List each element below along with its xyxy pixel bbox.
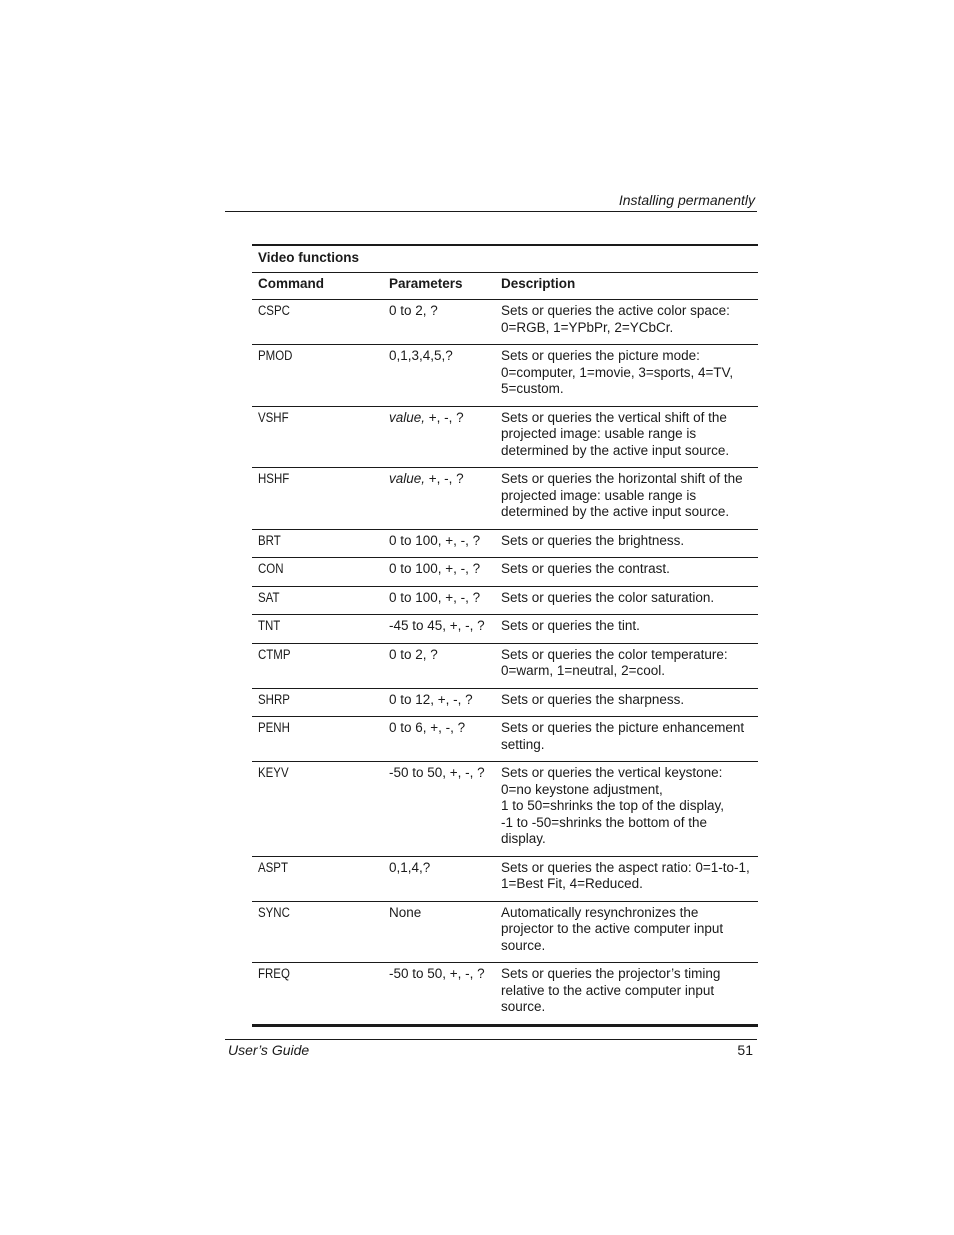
- table-row: [252, 530, 758, 559]
- table-body: [252, 300, 758, 1024]
- parameters-cell: [383, 558, 495, 586]
- command-code: ASPT: [258, 859, 288, 875]
- command-code: TNT: [258, 618, 281, 633]
- table-row: [252, 300, 758, 345]
- command-cell: [252, 762, 383, 856]
- parameter-values: 0 to 100, +, -, ?: [389, 589, 481, 605]
- header-rule: [225, 211, 757, 212]
- command-code: VSHF: [258, 409, 289, 425]
- description-cell: Sets or queries the brightness.: [501, 532, 685, 548]
- table-row: [252, 717, 758, 762]
- video-functions-table: [252, 244, 758, 1027]
- command-cell: [252, 689, 383, 717]
- parameters-cell: [383, 963, 495, 1024]
- command-code: PENH: [258, 720, 290, 735]
- parameter-values: 0 to 12, +, -, ?: [389, 691, 473, 707]
- command-cell: [252, 587, 383, 615]
- description-cell: Sets or queries the sharpness.: [501, 691, 685, 707]
- command-cell: [252, 644, 383, 688]
- parameter-values: 0 to 100, +, -, ?: [389, 561, 481, 576]
- parameters-cell: [383, 587, 495, 615]
- description-cell: Sets or queries the vertical keystone: 0=no keystone adjustment, 1 to 50=shrinks the top of the display, -1 to -50=shrinks the bottom of the display.: [501, 765, 725, 846]
- command-cell: [252, 345, 383, 406]
- column-header-description: Description: [501, 276, 576, 291]
- command-cell: [252, 717, 383, 761]
- command-cell: [252, 468, 383, 529]
- parameter-values: -50 to 50, +, -, ?: [389, 966, 485, 981]
- table-bottom-rule: [252, 1024, 758, 1027]
- parameter-values: -50 to 50, +, -, ?: [389, 765, 485, 780]
- command-code: CSPC: [258, 303, 290, 318]
- command-cell: [252, 558, 383, 586]
- parameters-cell: [383, 762, 495, 856]
- parameters-cell: [383, 407, 495, 468]
- table-row: [252, 468, 758, 530]
- table-title: Video functions: [252, 246, 758, 273]
- parameter-values: 0 to 6, +, -, ?: [389, 720, 466, 735]
- table-row: [252, 644, 758, 689]
- page-number: 51: [737, 1042, 753, 1058]
- command-cell: [252, 407, 383, 468]
- table-row: [252, 345, 758, 407]
- footer-rule: [225, 1039, 757, 1040]
- running-header: Installing permanently: [618, 192, 755, 208]
- command-code: SAT: [258, 589, 280, 605]
- column-header-parameters: Parameters: [389, 276, 463, 291]
- parameters-cell: [383, 468, 495, 529]
- table-row: [252, 762, 758, 857]
- command-cell: [252, 300, 383, 344]
- table-row: [252, 407, 758, 469]
- command-code: SHRP: [258, 691, 290, 707]
- description-cell: Sets or queries the aspect ratio: 0=1-to-1, 1=Best Fit, 4=Reduced.: [501, 859, 750, 891]
- description-cell: Sets or queries the picture mode: 0=computer, 1=movie, 3=sports, 4=TV, 5=custom.: [501, 348, 734, 396]
- parameters-cell: [383, 644, 495, 688]
- parameter-values: 0,1,3,4,5,?: [389, 348, 453, 363]
- description-cell: Sets or queries the color temperature: 0=warm, 1=neutral, 2=cool.: [501, 646, 728, 678]
- command-code: HSHF: [258, 471, 290, 486]
- parameters-cell: [383, 300, 495, 344]
- description-cell: Sets or queries the horizontal shift of the projected image: usable range is determined by the active input source.: [501, 471, 743, 519]
- description-cell: Sets or queries the vertical shift of the projected image: usable range is determined by the active input source.: [501, 409, 730, 458]
- parameters-cell: [383, 902, 495, 963]
- parameter-values: +, -, ?: [425, 471, 464, 486]
- description-cell: Sets or queries the color saturation.: [501, 589, 715, 605]
- command-cell: [252, 963, 383, 1024]
- command-code: KEYV: [258, 765, 289, 780]
- command-code: SYNC: [258, 904, 290, 920]
- command-cell: [252, 530, 383, 558]
- parameters-cell: [383, 615, 495, 643]
- parameters-cell: [383, 689, 495, 717]
- parameter-placeholder: value,: [389, 409, 426, 425]
- description-cell: Sets or queries the picture enhancement setting.: [501, 720, 745, 752]
- description-cell: Sets or queries the contrast.: [501, 561, 670, 576]
- command-code: FREQ: [258, 966, 290, 981]
- parameter-values: -45 to 45, +, -, ?: [389, 618, 485, 633]
- column-header-command: Command: [258, 276, 325, 291]
- parameters-cell: [383, 717, 495, 761]
- parameter-values: 0,1,4,?: [389, 859, 431, 875]
- table-header-row: [252, 273, 758, 300]
- parameter-placeholder: value,: [389, 471, 426, 486]
- table-row: [252, 587, 758, 616]
- table-row: [252, 615, 758, 644]
- command-cell: [252, 902, 383, 963]
- description-cell: Sets or queries the projector’s timing relative to the active computer input source.: [501, 966, 721, 1014]
- description-cell: Sets or queries the active color space: 0=RGB, 1=YPbPr, 2=YCbCr.: [501, 303, 730, 335]
- table-row: [252, 689, 758, 718]
- command-code: CON: [258, 561, 284, 576]
- parameter-values: 0 to 2, ?: [389, 303, 438, 318]
- description-cell: Automatically resynchronizes the projector to the active computer input source.: [501, 904, 724, 953]
- parameters-cell: [383, 530, 495, 558]
- table-row: [252, 902, 758, 964]
- command-code: BRT: [258, 532, 281, 548]
- parameter-values: +, -, ?: [425, 409, 464, 425]
- description-cell: Sets or queries the tint.: [501, 618, 640, 633]
- table-row: [252, 963, 758, 1024]
- parameter-values: 0 to 100, +, -, ?: [389, 532, 481, 548]
- table-row: [252, 857, 758, 902]
- parameters-cell: [383, 345, 495, 406]
- command-code: PMOD: [258, 348, 293, 363]
- command-cell: [252, 615, 383, 643]
- command-code: CTMP: [258, 646, 291, 662]
- footer-title: User’s Guide: [228, 1042, 310, 1058]
- parameters-cell: [383, 857, 495, 901]
- command-cell: [252, 857, 383, 901]
- parameter-values: None: [389, 904, 422, 920]
- table-row: [252, 558, 758, 587]
- parameter-values: 0 to 2, ?: [389, 646, 438, 662]
